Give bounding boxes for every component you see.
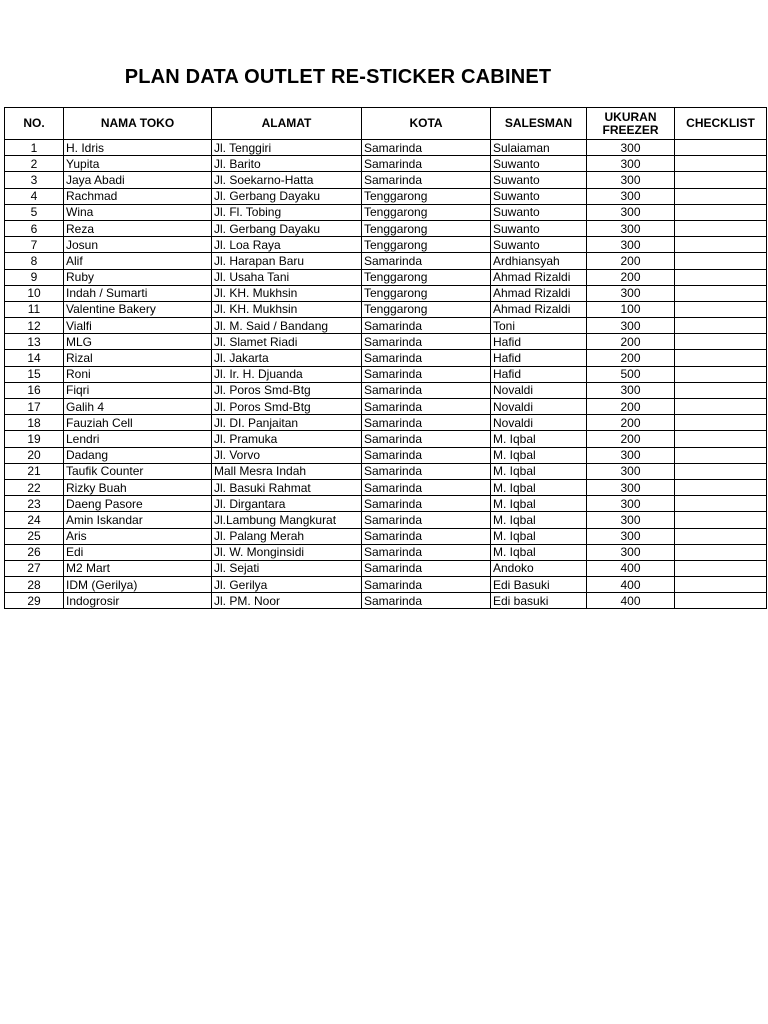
cell-no: 10 [5,285,64,301]
cell-ukuran-freezer: 200 [587,399,675,415]
cell-nama-toko: Amin Iskandar [64,512,212,528]
cell-no: 8 [5,253,64,269]
cell-checklist[interactable] [675,334,767,350]
cell-alamat: Jl. Poros Smd-Btg [212,382,362,398]
cell-no: 29 [5,593,64,609]
header-checklist: CHECKLIST [675,108,767,140]
table-row [5,447,767,463]
cell-ukuran-freezer: 300 [587,188,675,204]
cell-checklist[interactable] [675,479,767,495]
cell-nama-toko: Taufik Counter [64,463,212,479]
cell-nama-toko: Jaya Abadi [64,172,212,188]
cell-alamat: Jl. DI. Panjaitan [212,415,362,431]
cell-ukuran-freezer: 300 [587,285,675,301]
cell-salesman: Suwanto [491,156,587,172]
header-ukuran-line2: FREEZER [602,122,659,137]
cell-kota: Samarinda [362,447,491,463]
cell-no: 16 [5,382,64,398]
table-row [5,350,767,366]
cell-nama-toko: Fauziah Cell [64,415,212,431]
cell-checklist[interactable] [675,156,767,172]
header-kota: KOTA [362,108,491,140]
header-nama-toko: NAMA TOKO [64,108,212,140]
cell-salesman: M. Iqbal [491,431,587,447]
table-row [5,512,767,528]
cell-ukuran-freezer: 200 [587,350,675,366]
table-row [5,269,767,285]
cell-ukuran-freezer: 100 [587,301,675,317]
cell-no: 4 [5,188,64,204]
cell-alamat: Jl. Loa Raya [212,237,362,253]
cell-checklist[interactable] [675,269,767,285]
cell-salesman: Sulaiaman [491,140,587,156]
cell-nama-toko: Roni [64,366,212,382]
cell-no: 17 [5,399,64,415]
cell-nama-toko: H. Idris [64,140,212,156]
table-row [5,544,767,560]
cell-kota: Samarinda [362,496,491,512]
cell-nama-toko: Alif [64,253,212,269]
cell-no: 2 [5,156,64,172]
cell-kota: Samarinda [362,318,491,334]
cell-nama-toko: Rachmad [64,188,212,204]
cell-kota: Samarinda [362,156,491,172]
table-row [5,496,767,512]
table-row [5,528,767,544]
cell-checklist[interactable] [675,399,767,415]
cell-no: 27 [5,560,64,576]
cell-alamat: Jl. Harapan Baru [212,253,362,269]
cell-nama-toko: Dadang [64,447,212,463]
cell-checklist[interactable] [675,237,767,253]
cell-no: 3 [5,172,64,188]
cell-alamat: Jl. W. Monginsidi [212,544,362,560]
cell-checklist[interactable] [675,301,767,317]
header-ukuran-freezer [587,108,675,140]
cell-ukuran-freezer: 300 [587,528,675,544]
table-row [5,479,767,495]
cell-nama-toko: Ruby [64,269,212,285]
cell-nama-toko: Vialfi [64,318,212,334]
table-header-row [5,108,767,140]
cell-no: 25 [5,528,64,544]
cell-kota: Tenggarong [362,188,491,204]
cell-alamat: Jl. Fl. Tobing [212,204,362,220]
cell-kota: Samarinda [362,431,491,447]
table-row [5,366,767,382]
cell-alamat: Jl. Gerbang Dayaku [212,188,362,204]
cell-checklist[interactable] [675,528,767,544]
cell-alamat: Jl. Ir. H. Djuanda [212,366,362,382]
cell-kota: Samarinda [362,544,491,560]
cell-no: 23 [5,496,64,512]
cell-no: 12 [5,318,64,334]
cell-checklist[interactable] [675,188,767,204]
cell-kota: Tenggarong [362,237,491,253]
table-row [5,560,767,576]
cell-no: 26 [5,544,64,560]
cell-no: 20 [5,447,64,463]
cell-alamat: Mall Mesra Indah [212,463,362,479]
table-row [5,318,767,334]
cell-checklist[interactable] [675,431,767,447]
cell-kota: Tenggarong [362,204,491,220]
cell-salesman: M. Iqbal [491,447,587,463]
cell-salesman: M. Iqbal [491,528,587,544]
cell-alamat: Jl. Basuki Rahmat [212,479,362,495]
cell-ukuran-freezer: 300 [587,172,675,188]
cell-checklist[interactable] [675,220,767,236]
cell-no: 13 [5,334,64,350]
cell-ukuran-freezer: 300 [587,237,675,253]
cell-kota: Tenggarong [362,301,491,317]
cell-salesman: Hafid [491,350,587,366]
cell-no: 14 [5,350,64,366]
cell-checklist[interactable] [675,140,767,156]
table-row [5,301,767,317]
cell-alamat: Jl. Gerilya [212,577,362,593]
cell-salesman: M. Iqbal [491,479,587,495]
cell-kota: Samarinda [362,172,491,188]
cell-alamat: Jl. Jakarta [212,350,362,366]
cell-alamat: Jl.Lambung Mangkurat [212,512,362,528]
cell-no: 7 [5,237,64,253]
cell-kota: Samarinda [362,140,491,156]
cell-checklist[interactable] [675,496,767,512]
cell-ukuran-freezer: 300 [587,447,675,463]
cell-no: 9 [5,269,64,285]
cell-no: 18 [5,415,64,431]
table-row [5,172,767,188]
cell-no: 11 [5,301,64,317]
table-row [5,188,767,204]
cell-salesman: Ardhiansyah [491,253,587,269]
cell-alamat: Jl. Palang Merah [212,528,362,544]
table-row [5,220,767,236]
cell-salesman: M. Iqbal [491,544,587,560]
cell-nama-toko: Daeng Pasore [64,496,212,512]
header-alamat: ALAMAT [212,108,362,140]
cell-salesman: M. Iqbal [491,512,587,528]
cell-kota: Samarinda [362,350,491,366]
outlet-table [4,107,767,609]
cell-kota: Tenggarong [362,220,491,236]
cell-nama-toko: Galih 4 [64,399,212,415]
cell-checklist[interactable] [675,560,767,576]
cell-checklist[interactable] [675,593,767,609]
cell-ukuran-freezer: 500 [587,366,675,382]
cell-salesman: Toni [491,318,587,334]
cell-nama-toko: Edi [64,544,212,560]
cell-nama-toko: Aris [64,528,212,544]
cell-kota: Tenggarong [362,285,491,301]
cell-nama-toko: Fiqri [64,382,212,398]
cell-alamat: Jl. Barito [212,156,362,172]
cell-checklist[interactable] [675,512,767,528]
cell-no: 19 [5,431,64,447]
cell-no: 22 [5,479,64,495]
cell-alamat: Jl. Gerbang Dayaku [212,220,362,236]
cell-salesman: Ahmad Rizaldi [491,301,587,317]
cell-nama-toko: Wina [64,204,212,220]
cell-nama-toko: MLG [64,334,212,350]
cell-salesman: Suwanto [491,172,587,188]
document-title: PLAN DATA OUTLET RE-STICKER CABINET [124,66,552,88]
cell-checklist[interactable] [675,577,767,593]
cell-nama-toko: Yupita [64,156,212,172]
cell-salesman: Andoko [491,560,587,576]
cell-checklist[interactable] [675,253,767,269]
header-ukuran-line1: UKURAN [604,109,657,124]
cell-ukuran-freezer: 300 [587,382,675,398]
cell-kota: Samarinda [362,593,491,609]
cell-kota: Samarinda [362,577,491,593]
cell-checklist[interactable] [675,382,767,398]
cell-ukuran-freezer: 300 [587,496,675,512]
cell-ukuran-freezer: 300 [587,140,675,156]
table-row [5,204,767,220]
cell-nama-toko: IDM (Gerilya) [64,577,212,593]
table-row [5,463,767,479]
cell-nama-toko: Rizal [64,350,212,366]
cell-salesman: Ahmad Rizaldi [491,285,587,301]
table-row [5,140,767,156]
cell-alamat: Jl. Slamet Riadi [212,334,362,350]
cell-no: 24 [5,512,64,528]
cell-salesman: Novaldi [491,382,587,398]
table-row [5,415,767,431]
cell-kota: Samarinda [362,528,491,544]
cell-salesman: Suwanto [491,237,587,253]
cell-checklist[interactable] [675,544,767,560]
cell-no: 15 [5,366,64,382]
cell-kota: Tenggarong [362,269,491,285]
cell-no: 5 [5,204,64,220]
cell-alamat: Jl. Pramuka [212,431,362,447]
cell-nama-toko: Rizky Buah [64,479,212,495]
cell-ukuran-freezer: 300 [587,544,675,560]
cell-alamat: Jl. Usaha Tani [212,269,362,285]
header-salesman: SALESMAN [491,108,587,140]
cell-alamat: Jl. KH. Mukhsin [212,285,362,301]
table-row [5,253,767,269]
cell-ukuran-freezer: 400 [587,593,675,609]
cell-kota: Samarinda [362,479,491,495]
cell-nama-toko: Valentine Bakery [64,301,212,317]
cell-salesman: Edi Basuki [491,577,587,593]
cell-salesman: Hafid [491,366,587,382]
cell-salesman: Suwanto [491,220,587,236]
cell-ukuran-freezer: 400 [587,577,675,593]
cell-nama-toko: Indogrosir [64,593,212,609]
cell-alamat: Jl. PM. Noor [212,593,362,609]
table-row [5,399,767,415]
cell-salesman: Novaldi [491,415,587,431]
table-row [5,156,767,172]
cell-ukuran-freezer: 200 [587,269,675,285]
cell-ukuran-freezer: 300 [587,204,675,220]
cell-kota: Samarinda [362,334,491,350]
cell-kota: Samarinda [362,399,491,415]
cell-checklist[interactable] [675,463,767,479]
cell-alamat: Jl. Sejati [212,560,362,576]
cell-alamat: Jl. Dirgantara [212,496,362,512]
cell-ukuran-freezer: 300 [587,479,675,495]
cell-checklist[interactable] [675,204,767,220]
cell-kota: Samarinda [362,366,491,382]
cell-no: 6 [5,220,64,236]
table-body [5,140,767,609]
cell-ukuran-freezer: 400 [587,560,675,576]
cell-salesman: M. Iqbal [491,463,587,479]
cell-kota: Samarinda [362,512,491,528]
cell-nama-toko: M2 Mart [64,560,212,576]
cell-kota: Samarinda [362,382,491,398]
cell-salesman: Hafid [491,334,587,350]
cell-checklist[interactable] [675,318,767,334]
cell-alamat: Jl. Vorvo [212,447,362,463]
cell-checklist[interactable] [675,447,767,463]
cell-nama-toko: Reza [64,220,212,236]
cell-nama-toko: Lendri [64,431,212,447]
table-row [5,577,767,593]
cell-salesman: Edi basuki [491,593,587,609]
cell-salesman: Suwanto [491,204,587,220]
table-row [5,334,767,350]
cell-alamat: Jl. Poros Smd-Btg [212,399,362,415]
header-no: NO. [5,108,64,140]
cell-checklist[interactable] [675,415,767,431]
cell-ukuran-freezer: 300 [587,156,675,172]
cell-kota: Samarinda [362,463,491,479]
table-row [5,382,767,398]
cell-no: 1 [5,140,64,156]
cell-checklist[interactable] [675,366,767,382]
table-row [5,593,767,609]
cell-ukuran-freezer: 300 [587,318,675,334]
cell-alamat: Jl. Soekarno-Hatta [212,172,362,188]
table-row [5,237,767,253]
cell-checklist[interactable] [675,350,767,366]
cell-kota: Samarinda [362,415,491,431]
cell-no: 28 [5,577,64,593]
cell-nama-toko: Indah / Sumarti [64,285,212,301]
cell-ukuran-freezer: 200 [587,334,675,350]
cell-alamat: Jl. KH. Mukhsin [212,301,362,317]
cell-alamat: Jl. Tenggiri [212,140,362,156]
cell-kota: Samarinda [362,253,491,269]
cell-salesman: Novaldi [491,399,587,415]
table-row [5,285,767,301]
cell-alamat: Jl. M. Said / Bandang [212,318,362,334]
table-row [5,431,767,447]
cell-ukuran-freezer: 300 [587,463,675,479]
cell-no: 21 [5,463,64,479]
cell-kota: Samarinda [362,560,491,576]
cell-ukuran-freezer: 300 [587,220,675,236]
cell-nama-toko: Josun [64,237,212,253]
cell-ukuran-freezer: 200 [587,253,675,269]
cell-salesman: Suwanto [491,188,587,204]
cell-ukuran-freezer: 300 [587,512,675,528]
cell-salesman: M. Iqbal [491,496,587,512]
cell-salesman: Ahmad Rizaldi [491,269,587,285]
cell-checklist[interactable] [675,172,767,188]
cell-checklist[interactable] [675,285,767,301]
cell-ukuran-freezer: 200 [587,431,675,447]
cell-ukuran-freezer: 200 [587,415,675,431]
